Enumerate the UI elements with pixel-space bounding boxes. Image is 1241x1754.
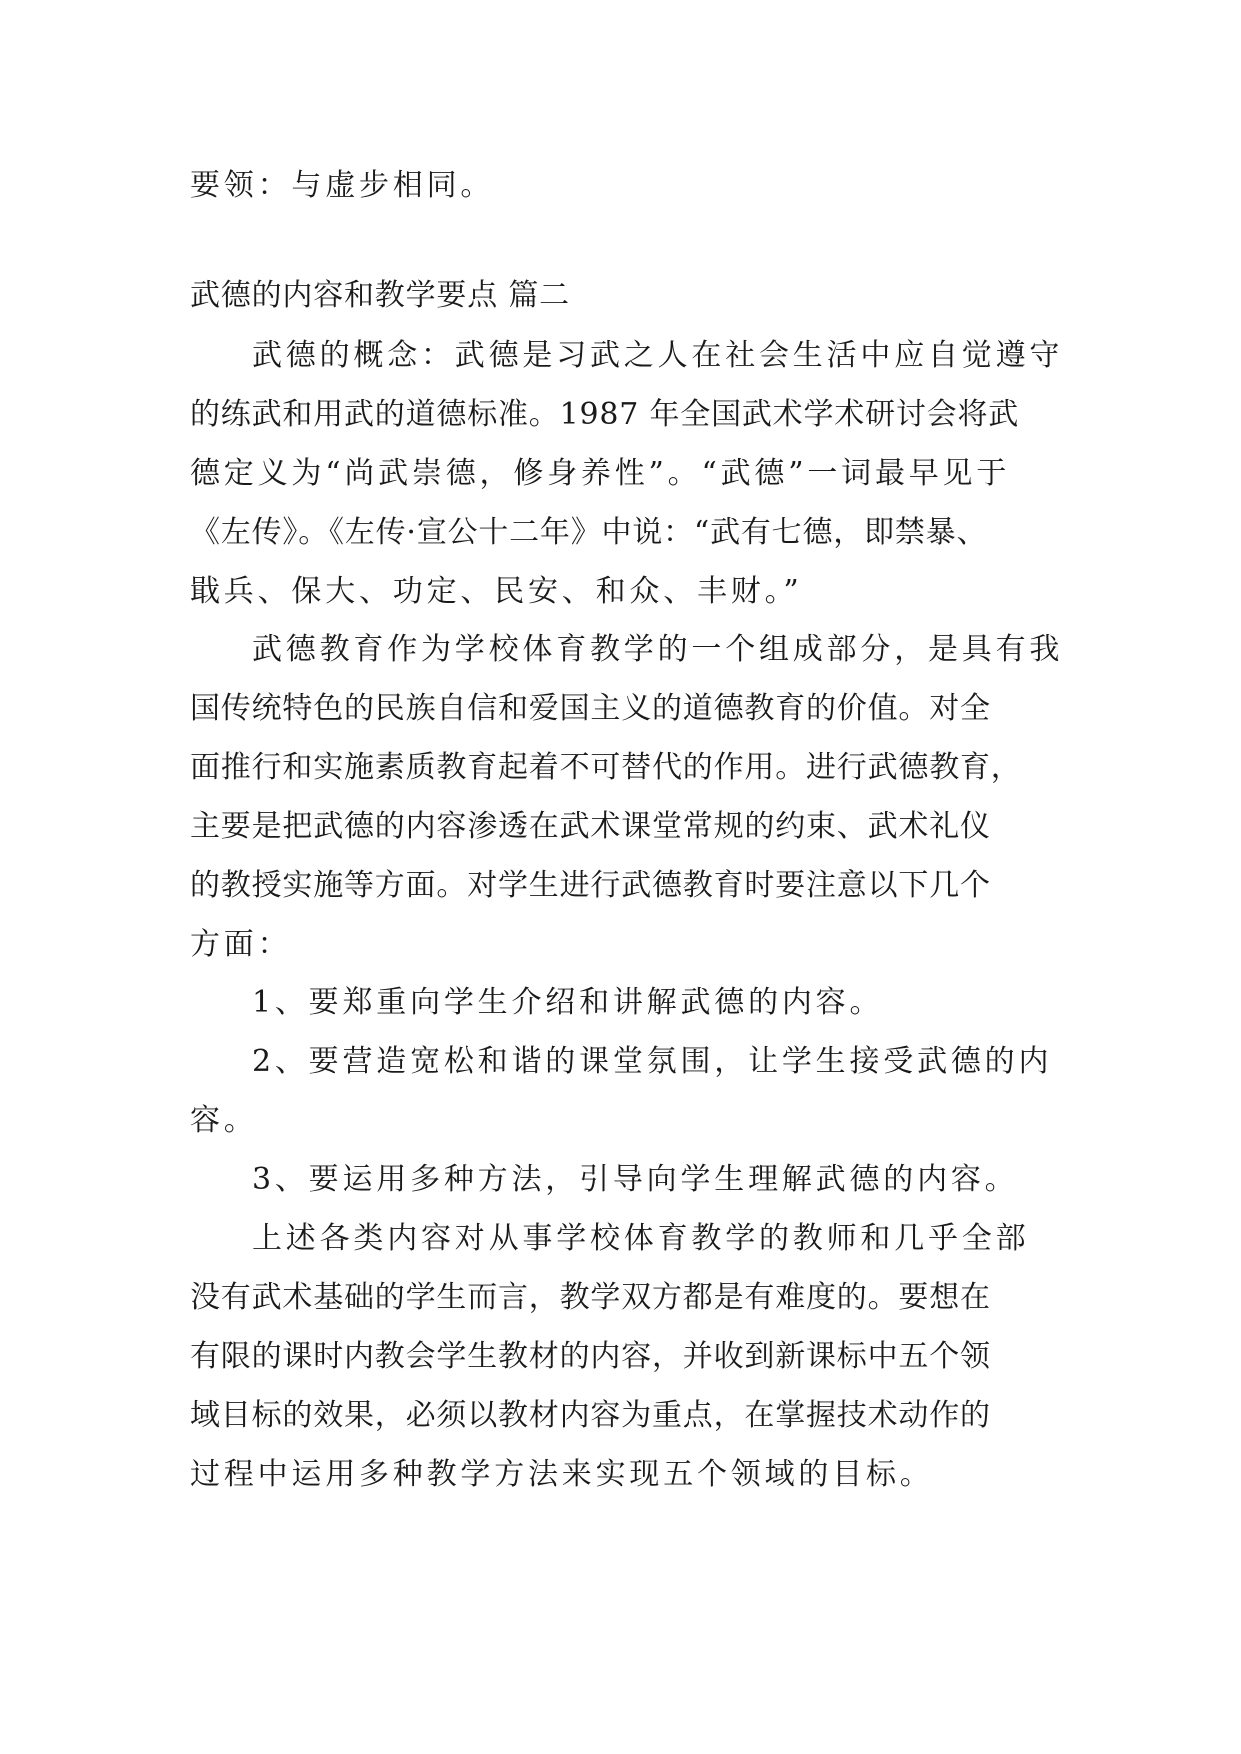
list-item: 1、要郑重向学生介绍和讲解武德的内容。 <box>252 985 884 1020</box>
paragraph-line: 没有武术基础的学生而言，教学双方都是有难度的。要想在 <box>190 1280 991 1315</box>
paragraph-line: 戢兵、保大、功定、民安、和众、丰财。” <box>190 574 803 609</box>
paragraph-line: 武德的概念：武德是习武之人在社会生活中应自觉遵守 <box>252 338 1064 373</box>
paragraph-line: 方面： <box>190 927 292 962</box>
list-item: 2、要营造宽松和谐的课堂氛围，让学生接受武德的内 <box>252 1044 1053 1079</box>
paragraph-line: 有限的课时内教会学生教材的内容，并收到新课标中五个领 <box>190 1339 991 1374</box>
paragraph-line: 德定义为“尚武崇德，修身养性”。“武德”一词最早见于 <box>190 456 1011 491</box>
section-title: 武德的内容和教学要点 篇二 <box>190 278 570 313</box>
paragraph-line: 《左传》。《左传·宣公十二年》中说：“武有七德，即禁暴、 <box>190 515 988 550</box>
paragraph-line: 过程中运用多种教学方法来实现五个领域的目标。 <box>190 1457 934 1492</box>
paragraph-line: 面推行和实施素质教育起着不可替代的作用。进行武德教育， <box>190 750 1022 785</box>
paragraph-line: 的练武和用武的道德标准。1987 年全国武术学术研讨会将武 <box>190 397 1020 432</box>
paragraph-line: 的教授实施等方面。对学生进行武德教育时要注意以下几个 <box>190 868 991 903</box>
list-item: 3、要运用多种方法，引导向学生理解武德的内容。 <box>252 1162 1019 1197</box>
paragraph-line: 主要是把武德的内容渗透在武术课堂常规的约束、武术礼仪 <box>190 809 991 844</box>
paragraph-line: 域目标的效果，必须以教材内容为重点，在掌握技术动作的 <box>190 1398 991 1433</box>
paragraph-line: 上述各类内容对从事学校体育教学的教师和几乎全部 <box>252 1221 1030 1256</box>
paragraph-line: 国传统特色的民族自信和爱国主义的道德教育的价值。对全 <box>190 691 991 726</box>
paragraph-line: 武德教育作为学校体育教学的一个组成部分，是具有我 <box>252 632 1064 667</box>
intro-line: 要领：与虚步相同。 <box>190 168 495 203</box>
list-item-continuation: 容。 <box>190 1103 258 1138</box>
